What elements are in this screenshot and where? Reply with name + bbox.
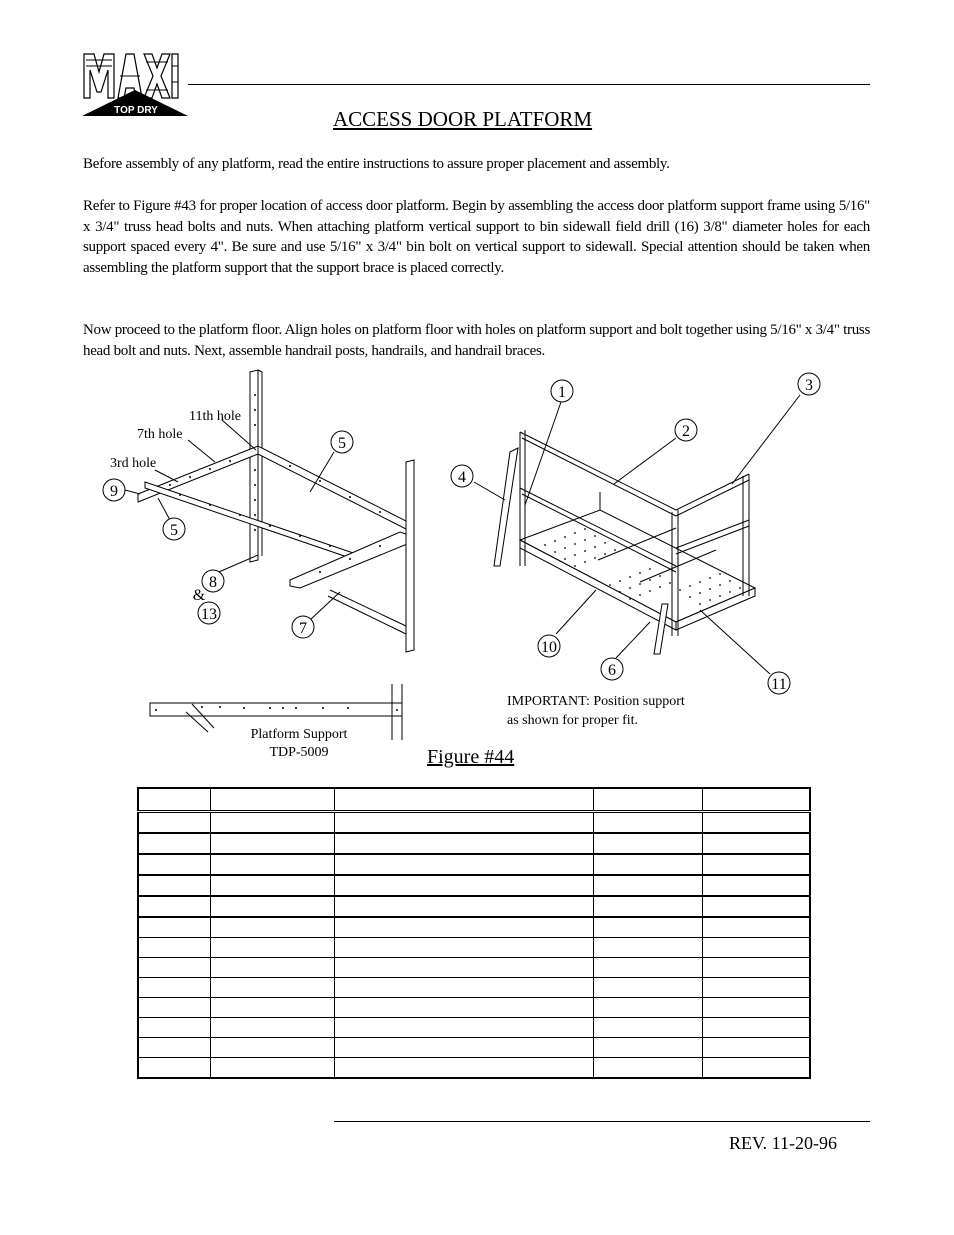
table-row [138, 875, 810, 896]
callout-9: 9 [110, 483, 118, 500]
table-row [138, 998, 810, 1018]
callout-13: 13 [201, 606, 217, 623]
detail-caption-name: Platform Support [250, 727, 348, 742]
callout-ampersand: & [192, 587, 206, 604]
platform-floor [520, 510, 755, 630]
figure-caption: Figure #44 [427, 746, 515, 768]
table-row [138, 896, 810, 917]
support-brace [328, 590, 406, 634]
parts-table [137, 787, 811, 1079]
hole-label-7th: 7th hole [137, 427, 183, 442]
callout-8: 8 [209, 574, 217, 591]
callout-4: 4 [458, 469, 466, 486]
table-row [138, 854, 810, 875]
header-rule [188, 84, 870, 85]
callout-7: 7 [299, 620, 307, 637]
vertical-support-post [250, 370, 262, 562]
table-row [138, 938, 810, 958]
intro-paragraph: Before assembly of any platform, read the entire instructions to assure proper placement and assembly. [83, 156, 670, 172]
table-row [138, 958, 810, 978]
revision-date: REV. 11-20-96 [729, 1133, 837, 1153]
callout-5-lower: 5 [170, 522, 178, 539]
hole-label-11th: 11th hole [189, 409, 241, 424]
maxim-top-dry-logo [82, 50, 188, 118]
table-header-row [138, 788, 810, 812]
logo-tagline: TOP DRY [114, 105, 158, 116]
callout-11: 11 [771, 676, 787, 693]
callout-3: 3 [805, 377, 813, 394]
table-row [138, 978, 810, 998]
right-vertical-support [406, 460, 414, 652]
callout-1: 1 [558, 384, 566, 401]
table-row [138, 812, 810, 834]
support-frame-paragraph: Refer to Figure #43 for proper location of access door platform. Begin by assembling the access door platform support frame using 5/16" x 3/4" truss head bolts and nuts. When attaching platform vertical support to bin sidewall field drill (16) 3/8" diameter holes for each support spaced every 4". Be sure and use 5/16" x 3/4" bin bolt on vertical support to sidewall. Special attention should be taken when assembling the platform support that the support brace is placed correctly. [83, 198, 870, 276]
detail-caption-part: TDP-5009 [269, 745, 329, 760]
table-row [138, 1038, 810, 1058]
callout-5-upper: 5 [338, 435, 346, 452]
hole-label-3rd: 3rd hole [110, 456, 157, 471]
table-row [138, 917, 810, 938]
footer-rule [334, 1121, 870, 1122]
important-note-line1: IMPORTANT: Position support [507, 694, 685, 709]
table-row [138, 833, 810, 854]
callout-10: 10 [541, 639, 557, 656]
platform-floor-paragraph: Now proceed to the platform floor. Align holes on platform floor with holes on platform support and bolt together using 5/16" x 3/4" truss head bolt and nuts. Next, assemble handrail posts, handrails, and handrail braces. [83, 322, 870, 359]
table-row [138, 1058, 810, 1079]
page-title: ACCESS DOOR PLATFORM [333, 107, 593, 131]
important-note-line2: as shown for proper fit. [507, 713, 639, 728]
assembly-diagram [90, 365, 830, 760]
callout-6: 6 [608, 662, 616, 679]
table-row [138, 1018, 810, 1038]
callout-2: 2 [682, 423, 690, 440]
